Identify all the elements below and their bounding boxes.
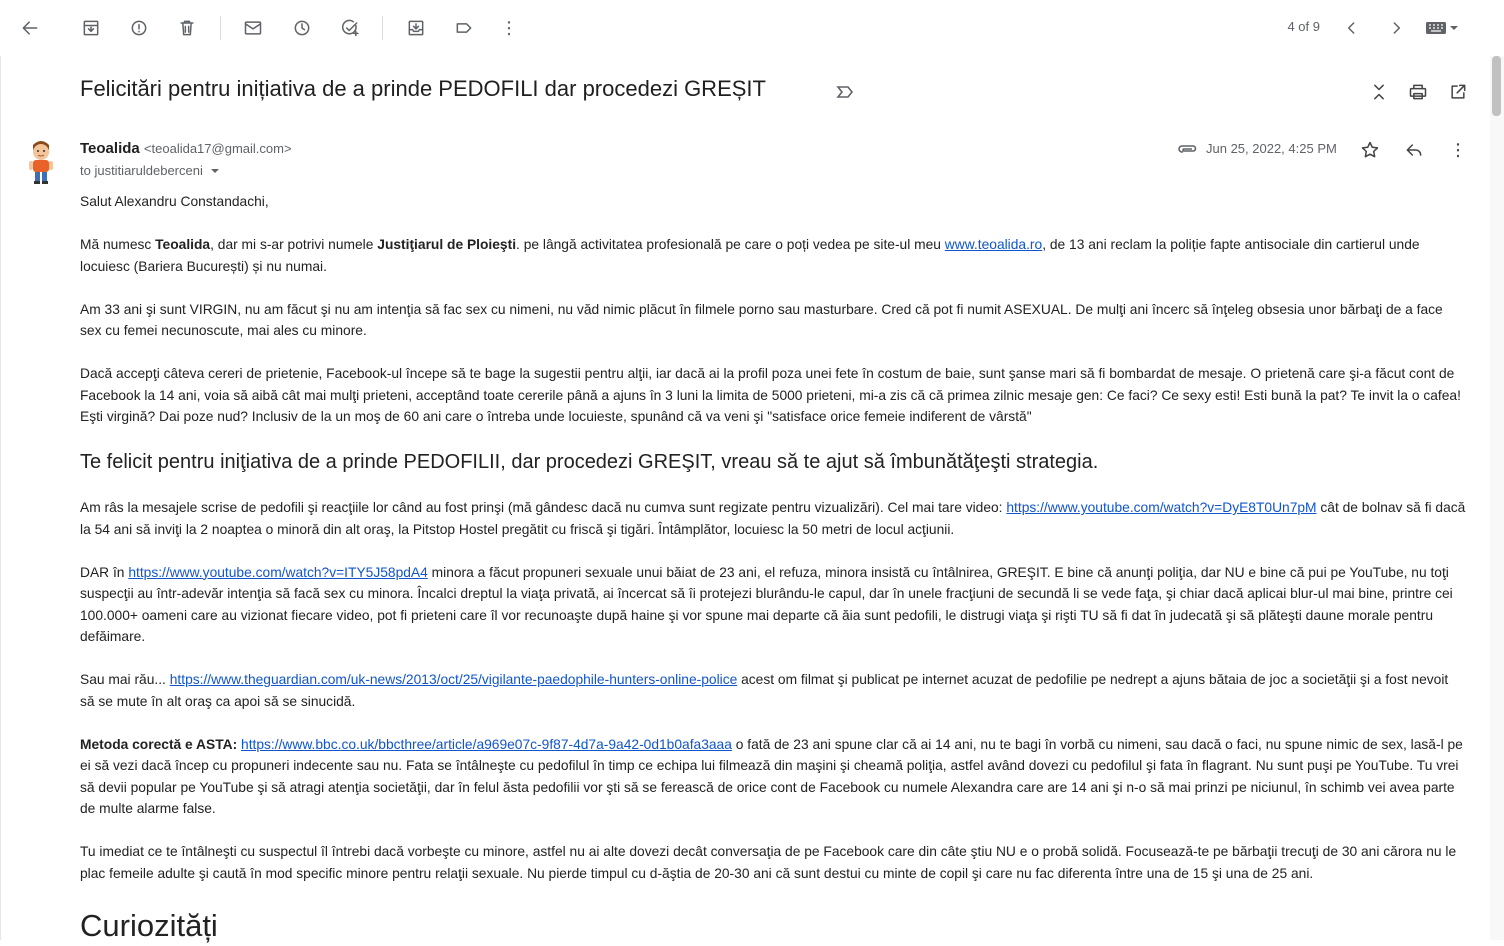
bold-alias: Justiţiarul de Ploieşti xyxy=(377,237,517,252)
clock-icon xyxy=(292,18,312,38)
website-link[interactable]: www.teoalida.ro xyxy=(944,237,1043,252)
more-vert-icon xyxy=(1448,140,1468,160)
archive-icon xyxy=(81,18,101,38)
sender-name[interactable]: Teoalida xyxy=(80,140,140,157)
text: , dar mi s-ar potrivi numele xyxy=(210,237,378,252)
mail-icon xyxy=(243,18,263,38)
scrollbar-track[interactable] xyxy=(1490,56,1504,940)
text: acest om filmat şi publicat pe internet acuzat de pedofilie pe nedrept a ajuns bătaia de joc a societăţii şi a fost nevoit să se mute în alt oraş ca apoi să se sinucidă. xyxy=(80,672,1449,709)
paragraph-intro xyxy=(80,234,1466,277)
move-to-inbox-icon xyxy=(406,18,426,38)
text: Sau mai rău... xyxy=(80,672,170,687)
more-options-button[interactable] xyxy=(493,12,525,44)
move-to-button[interactable] xyxy=(400,12,432,44)
add-task-icon xyxy=(340,18,360,38)
bbc-link[interactable]: https://www.bbc.co.uk/bbcthree/article/a969e07c-9f87-4d7a-9a42-0d1b0afa3aaa xyxy=(241,736,732,752)
text: , de 13 ani reclam la poliție fapte antisociale din cartierul unde locuiesc (Bariera București) și nu numai. xyxy=(80,237,1420,274)
important-marker[interactable] xyxy=(835,82,855,102)
attachment-icon xyxy=(1178,142,1198,156)
input-tools-button[interactable] xyxy=(1425,18,1465,38)
star-icon xyxy=(1360,140,1380,160)
sender-line xyxy=(80,140,292,157)
print-all-button[interactable] xyxy=(1406,80,1430,104)
delete-button[interactable] xyxy=(171,12,203,44)
message-more-button[interactable] xyxy=(1446,138,1470,162)
reply-button[interactable] xyxy=(1402,138,1426,162)
paragraph-video xyxy=(80,497,1466,540)
text: minora a făcut propuneri sexuale unui băiat de 23 ani, el refuza, minora insistă cu întâlnirea, GREŞIT. E bine că anunţi poliţia, dar NU e bine că pui pe YouTube, nu toţi suspecţii au într-adevăr intenţia să facă sex cu minora. Încalci dreptul la viaţa privată, ai încercat să îi protejezi blurându-le capul, dar în unele fracţiuni de secundă li se vede faţa, şi chiar dacă aplicai blur-ul mai bine, printre cei 100.000+ oameni care au vizionat fiecare video, pot fi prieteni care îl vor recunoaşte după haine şi vor spune mai departe că ăia sunt pedofili, le distrugi viaţa şi rişti TU să fi dat în judecată şi să plăteşti daune morale pentru defăimare. xyxy=(80,564,1453,644)
reply-icon xyxy=(1404,140,1424,160)
toolbar-divider xyxy=(220,16,221,40)
text: Mă numesc xyxy=(80,237,156,252)
collapse-all-button[interactable] xyxy=(1367,80,1391,104)
avatar[interactable] xyxy=(24,138,58,184)
guardian-link[interactable]: https://www.theguardian.com/uk-news/2013/oct/25/vigilante-paedophile-hunters-online-police xyxy=(169,672,738,687)
sender-email: <teoalida17@gmail.com> xyxy=(143,141,292,156)
chevron-right-icon xyxy=(1386,18,1406,38)
message-toolbar xyxy=(0,0,1504,56)
paragraph-worse xyxy=(80,669,1466,712)
scrollbar-thumb[interactable] xyxy=(1492,56,1501,116)
paragraph-but xyxy=(80,562,1466,648)
mark-unread-button[interactable] xyxy=(237,12,269,44)
important-icon xyxy=(835,82,855,102)
label-icon xyxy=(454,18,474,38)
archive-button[interactable] xyxy=(75,12,107,44)
message-body xyxy=(80,191,1466,946)
snooze-button[interactable] xyxy=(286,12,318,44)
report-spam-button[interactable] xyxy=(123,12,155,44)
greeting: Salut Alexandru Constandachi, xyxy=(80,194,269,209)
newer-button[interactable] xyxy=(1336,12,1368,44)
chevron-left-icon xyxy=(1342,18,1362,38)
unfold-less-icon xyxy=(1369,82,1389,102)
section-heading: Te felicit pentru iniţiativa de a prinde PEDOFILII, dar procedezi GREŞIT, vreau să te ajut să îmbunătăţeşti strategia. xyxy=(80,451,1099,473)
add-to-tasks-button[interactable] xyxy=(334,12,366,44)
more-vert-icon xyxy=(499,18,519,38)
content-left-border xyxy=(0,56,1,940)
arrow-back-icon xyxy=(20,18,40,38)
avatar-cartoon-icon xyxy=(24,138,58,184)
message-subject: Felicitări pentru inițiativa de a prinde PEDOFILI dar procedezi GREȘIT xyxy=(80,76,766,101)
text: Am râs la mesajele scrise de pedofili şi reacţiile lor când au fost prinşi (mă gândesc dacă nu cumva sunt regizate pentru vizualizări). Cel mai tare video: xyxy=(80,500,1007,515)
caret-down-icon xyxy=(1447,21,1461,35)
pager-count: 4 of 9 xyxy=(1287,19,1320,34)
back-button[interactable] xyxy=(14,12,46,44)
youtube-link-2[interactable]: https://www.youtube.com/watch?v=ITY5J58pdA4 xyxy=(128,564,428,580)
star-button[interactable] xyxy=(1358,138,1382,162)
open-in-new-icon xyxy=(1448,82,1468,102)
recipient-line xyxy=(80,163,221,178)
show-details-caret-icon[interactable] xyxy=(209,165,221,177)
text: . pe lângă activitatea profesională pe care o poți vedea pe site-ul meu xyxy=(516,237,945,252)
report-spam-icon xyxy=(129,18,149,38)
text: cât de bolnav să fi dacă la 54 ani să inviţi la 2 noaptea o minoră din alt oraş, la Pitstop Hostel pregătit cu friscă şi tigări. Întâmplător, locuiesc la 50 metri de locul acţiunii. xyxy=(80,500,1466,537)
curiosities-heading: Curiozități xyxy=(80,907,218,943)
toolbar-divider xyxy=(382,16,383,40)
text: o fată de 23 ani spune clar că ai 14 ani, nu te bagi în vorbă cu nimeni, sau dacă o faci, nu spune nimic de sex, lasă-l pe ei să vezi dacă încep cu propuneri indecente sau nu. Fata se întâlneşte cu pedofilul în timp ce echipa lui filmează din maşini şi cheamă poliţia, astfel având dovezi cu pedofilul şi fata în flagrant. Nu sunt puşi pe YouTube. Tu vrei să devii popular pe YouTube şi să atragi atenţia societăţii, dar în felul ăsta pedofilii vor şti să se ferească de orice cont de Facebook cu numele Alexandra care are 14 ani şi n-o să mai prinzi pe niciunul, în schimb vei avea parte de multe alarme false. xyxy=(80,736,1463,816)
keyboard-icon xyxy=(1425,21,1447,35)
paragraph-method xyxy=(80,734,1466,820)
labels-button[interactable] xyxy=(448,12,480,44)
open-new-window-button[interactable] xyxy=(1446,80,1470,104)
trash-icon xyxy=(177,18,197,38)
text: DAR în xyxy=(80,564,129,580)
youtube-link-1[interactable]: https://www.youtube.com/watch?v=DyE8T0Un7pM xyxy=(1006,500,1317,515)
message-meta xyxy=(1178,141,1337,156)
message-date: Jun 25, 2022, 4:25 PM xyxy=(1206,141,1337,156)
paragraph-facebook: Dacă accepţi câteva cereri de prietenie, Facebook-ul începe să te bage la sugestii pentru alţii, iar dacă ai la profil poza unei fete în costum de baie, sunt şanse mari să fi bombardat de mesaje. O prietenă care şi-a făcut cont de Facebook la 14 ani, voia să aibă cât mai mulţi prieteni, acceptând toate cererile până a ajuns în 3 luni la limita de 5000 prieteni, mi-a zis că că primea zilnic mesaje gen: Ce faci? Ce sexy esti! Esti bună la pat? Te invit la o cafea! Eşti virgină? Dai poze nud? Inclusiv de la un moş de 60 ani care o întreba unde locuieste, spunând că va veni şi "satisface orice femeie indiferent de vârstă" xyxy=(80,366,1461,424)
recipient-label: to justitiaruldeberceni xyxy=(80,163,203,178)
bold-name: Teoalida xyxy=(155,237,211,252)
bold-method: Metoda corectă e ASTA: xyxy=(80,736,238,752)
paragraph-suspect: Tu imediat ce te întâlneşti cu suspectul îl întrebi dacă vorbeşte cu minore, astfel nu ai alte dovezi decât conversaţia de pe Facebook care din câte ştiu NU e o probă solidă. Focusează-te pe bărbaţii trecuţi de 30 ani cărora nu le plac femeile adulte şi caută în mod specific minore pentru relaţii sexuale. Nu pierde timpul cu d-ăştia de 20-30 ani că sunt destui cu minte de copil şi care nu fac diferenta între una de 15 şi una de 25 ani. xyxy=(80,844,1457,881)
older-button[interactable] xyxy=(1380,12,1412,44)
print-icon xyxy=(1408,82,1428,102)
paragraph-virgin: Am 33 ani şi sunt VIRGIN, nu am făcut şi nu am intenţia să fac sex cu nimeni, nu văd nimic plăcut în filmele porno sau masturbare. Cred că pot fi numit ASEXUAL. De mulţi ani încerc să înţeleg obsesia unor bărbaţi de a face sex cu femei necunoscute, mai ales cu minore. xyxy=(80,301,1443,338)
